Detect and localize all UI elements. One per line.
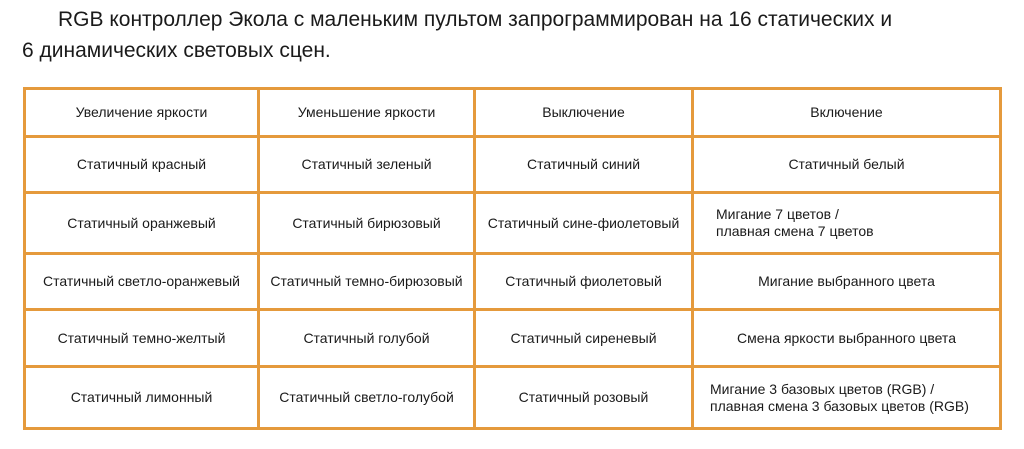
table-cell: Статичный лимонный: [25, 367, 259, 429]
table-cell: Статичный сиреневый: [475, 310, 693, 367]
table-row: [25, 193, 1001, 254]
table-cell: Выключение: [475, 89, 693, 137]
table-cell: Мигание выбранного цвета: [693, 254, 1001, 310]
table-cell: Мигание 7 цветов / плавная смена 7 цветов: [693, 193, 1001, 254]
table-row: [25, 310, 1001, 367]
intro-line-2: 6 динамических световых сцен.: [22, 39, 331, 62]
remote-scenes-table: [23, 87, 1002, 430]
table-cell: Статичный зеленый: [259, 137, 475, 193]
table-row: [25, 89, 1001, 137]
table-row: [25, 367, 1001, 429]
table-cell: Статичный темно-желтый: [25, 310, 259, 367]
table-cell: Статичный белый: [693, 137, 1001, 193]
table-cell: Уменьшение яркости: [259, 89, 475, 137]
table-cell: Смена яркости выбранного цвета: [693, 310, 1001, 367]
table-cell: Статичный светло-оранжевый: [25, 254, 259, 310]
table-cell: Увеличение яркости: [25, 89, 259, 137]
table-row: [25, 254, 1001, 310]
table-cell: Статичный оранжевый: [25, 193, 259, 254]
intro-paragraph: [22, 4, 1012, 66]
table-cell: Статичный синий: [475, 137, 693, 193]
table-cell: Статичный розовый: [475, 367, 693, 429]
table-cell: Статичный фиолетовый: [475, 254, 693, 310]
table-cell: Статичный темно-бирюзовый: [259, 254, 475, 310]
table-cell: Статичный сине-фиолетовый: [475, 193, 693, 254]
table-row: [25, 137, 1001, 193]
table-cell: Мигание 3 базовых цветов (RGB) / плавная смена 3 базовых цветов (RGB): [693, 367, 1001, 429]
intro-line-1: RGB контроллер Экола с маленьким пультом запрограммирован на 16 статических и: [58, 8, 893, 31]
table-cell: Статичный бирюзовый: [259, 193, 475, 254]
table-cell: Статичный светло-голубой: [259, 367, 475, 429]
table-cell: Статичный красный: [25, 137, 259, 193]
table-cell: Включение: [693, 89, 1001, 137]
table-cell: Статичный голубой: [259, 310, 475, 367]
